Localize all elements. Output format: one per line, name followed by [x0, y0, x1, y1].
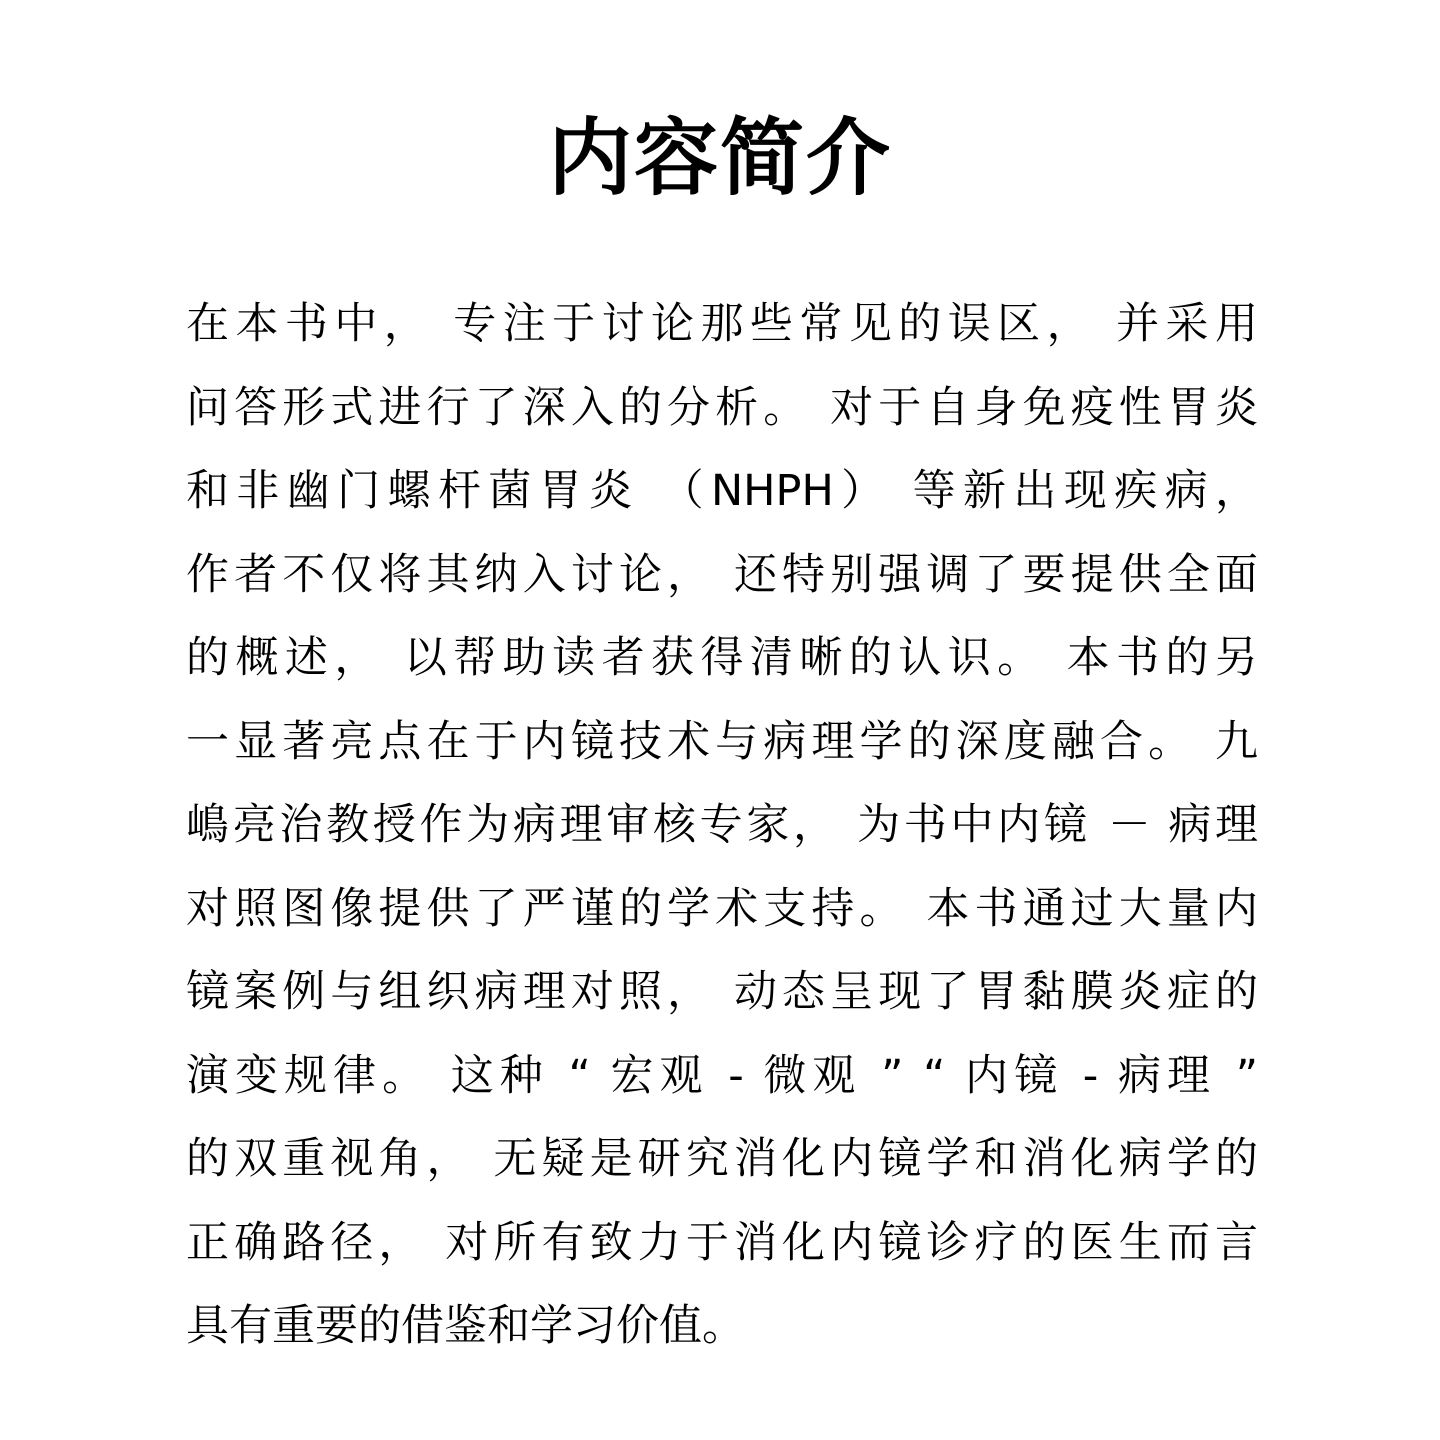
paragraph-line-12: 正确路径， 对所有致力于消化内镜诊疗的医生而言 — [186, 1217, 1258, 1268]
paragraph-line-10: 演变规律。 这种 “ 宏观 - 微观 ” “ 内镜 - 病理 ” — [186, 1050, 1258, 1101]
paragraph-line-8: 对照图像提供了严谨的学术支持。 本书通过大量内 — [186, 883, 1258, 934]
introduction-paragraph — [186, 292, 1258, 1378]
paragraph-line-5: 的概述， 以帮助读者获得清晰的认识。 本书的另 — [186, 633, 1258, 683]
paragraph-line-3: 和非幽门螺杆菌胃炎 （NHPH） 等新出现疾病， — [186, 466, 1258, 516]
paragraph-line-1: 在本书中， 专注于讨论那些常见的误区， 并采用 — [186, 299, 1258, 349]
paragraph-line-6: 一显著亮点在于内镜技术与病理学的深度融合。 九 — [186, 716, 1258, 767]
page-title: 内容简介 — [547, 109, 892, 207]
paragraph-line-9: 镜案例与组织病理对照， 动态呈现了胃黏膜炎症的 — [186, 967, 1258, 1017]
paragraph-line-7: 嶋亮治教授作为病理审核专家， 为书中内镜 － 病理 — [186, 800, 1258, 850]
paragraph-line-4: 作者不仅将其纳入讨论， 还特别强调了要提供全面 — [186, 549, 1258, 600]
paragraph-line-2: 问答形式进行了深入的分析。 对于自身免疫性胃炎 — [186, 382, 1258, 433]
paragraph-line-13: 具有重要的借鉴和学习价值。 — [186, 1301, 745, 1351]
paragraph-line-11: 的双重视角， 无疑是研究消化内镜学和消化病学的 — [186, 1134, 1258, 1184]
